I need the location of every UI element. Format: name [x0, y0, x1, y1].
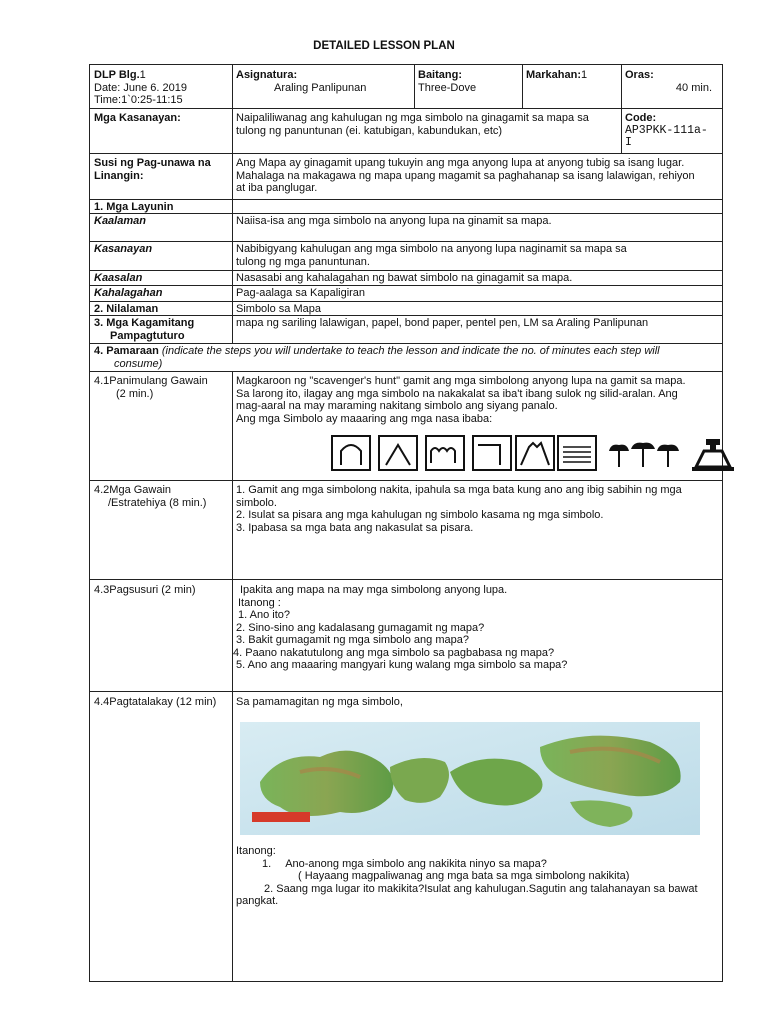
susi-text: [232, 155, 722, 197]
oras-label: Oras:: [625, 69, 654, 81]
s41-line: Magkaroon ng "scavenger's hunt" gamit ang mga simbolong anyong lupa na gamit sa mapa.: [236, 375, 686, 387]
kasanayan-objective-label: Kasanayan: [94, 243, 153, 255]
dlp-cell: [90, 67, 232, 109]
s41-label-line: (2 min.): [116, 387, 154, 400]
s43-line: 5. Ano ang maaaring mangyari kung walang mga simbolo sa mapa?: [236, 659, 568, 671]
oras-cell: [621, 67, 722, 109]
s42-line: 3. Ipabasa sa mga bata ang nakasulat sa pisara.: [236, 521, 474, 534]
s41-line: Sa larong ito, ilagay ang mga simbolo na nakakalat sa iba't ibang sulok ng silid-aralan. Ang: [236, 387, 678, 400]
kahalagahan-value: Pag-aalaga sa Kapaligiran: [236, 287, 366, 299]
code-cell: [621, 110, 722, 152]
kahalagahan-label: Kahalagahan: [94, 287, 163, 299]
code-value-cont: I: [625, 136, 632, 149]
s44-questions: [232, 843, 722, 910]
susi-line: Ang Mapa ay ginagamit upang tukuyin ang mga anyong lupa at anyong tubig sa isang lugar.: [236, 157, 685, 169]
oras-value: 40 min.: [675, 81, 712, 94]
s43-line: Itanong :: [238, 596, 281, 609]
s41-text: [232, 373, 722, 427]
s42-label-line: /Estratehiya (8 min.): [108, 496, 207, 509]
nilalaman-value: Simbolo sa Mapa: [236, 303, 321, 315]
kasanayan-line: Naipaliliwanag ang kahulugan ng mga simbolo na ginagamit sa mapa sa: [236, 112, 589, 124]
s44-q1-number: 1.: [262, 857, 272, 870]
plateau-symbol-icon: [472, 435, 512, 471]
s42-line: 1. Gamit ang mga simbolong nakita, ipahula sa mga bata kung ano ang ibig sabihin ng mga: [236, 484, 682, 496]
susi-label-line: Susi ng Pag-unawa na: [94, 157, 211, 169]
relief-map-image: [240, 722, 700, 835]
asignatura-label: Asignatura:: [236, 69, 298, 81]
baitang-cell: [414, 67, 522, 109]
s41-line: Ang mga Simbolo ay maaaring ang mga nasa ibaba:: [236, 412, 493, 425]
pamaraan-note-cont: consume): [114, 357, 163, 370]
s43-line: Ipakita ang mapa na may mga simbolong anyong lupa.: [240, 584, 508, 596]
s44-q1: Ano-anong mga simbolo ang nakikita ninyo sa mapa?: [285, 857, 547, 870]
kagamitan-value: mapa ng sariling lalawigan, papel, bond paper, pentel pen, LM sa Araling Panlipunan: [236, 317, 649, 329]
code-value: AP3PKK-111a-: [625, 123, 708, 137]
susi-line: Mahalaga na makagawa ng mapa upang magamit sa paghahanap sa isang lalawigan, rehiyon: [236, 169, 695, 182]
kagamitan-label-line: 3. Mga Kagamitang: [94, 317, 195, 329]
lesson-plan-table: [89, 64, 723, 982]
s42-label-line: 4.2Mga Gawain: [94, 484, 172, 496]
mountain-range-symbol-icon: [425, 435, 465, 471]
s44-label: 4.4Pagtatalakay (12 min): [94, 696, 217, 708]
susi-line: at iba panglugar.: [236, 182, 318, 194]
s43-line: 3. Bakit gumagamit ng mga simbolo ang mapa?: [236, 634, 469, 646]
mountain-symbol-icon: [378, 435, 418, 471]
kaalaman-value: Naiisa-isa ang mga simbolo na anyong lupa na ginamit sa mapa.: [236, 215, 552, 227]
pamaraan-label: 4. Pamaraan: [94, 345, 159, 357]
landmark-symbol-icon: [690, 437, 736, 473]
markahan-cell: [522, 67, 621, 109]
kaasalan-value: Nasasabi ang kahalagahan ng bawat simbolo na ginagamit sa mapa.: [236, 272, 573, 284]
s43-line: 2. Sino-sino ang kadalasang gumagamit ng mapa?: [236, 621, 485, 634]
s41-label: [90, 373, 232, 402]
s43-label: 4.3Pagsusuri (2 min): [94, 584, 196, 596]
kasanayan-objective-value: [232, 241, 722, 270]
dlp-label: DLP Blg.: [94, 69, 140, 81]
markahan-label: Markahan:: [526, 69, 582, 81]
nilalaman-label: 2. Nilalaman: [94, 303, 159, 315]
hill-symbol-icon: [331, 435, 371, 471]
pamaraan-note: (indicate the steps you will undertake to teach the lesson and indicate the no. of minutes each step will: [161, 345, 660, 357]
lesson-time: Time:1`0:25-11:15: [94, 94, 183, 106]
kagamitan-label: [90, 315, 232, 344]
layunin-heading: 1. Mga Layunin: [94, 201, 174, 213]
lesson-date: Date: June 6. 2019: [94, 81, 187, 94]
forest-symbol-icon: [607, 439, 681, 471]
kagamitan-label-line: Pampagtuturo: [110, 329, 185, 342]
asignatura-value: Araling Panlipunan: [274, 81, 367, 94]
s44-q2: 2. Saang mga lugar ito makikita?Isulat ang kahulugan.Sagutin ang talahanayan sa bawat: [264, 882, 698, 895]
s44-q2-cont: pangkat.: [236, 895, 279, 907]
pamaraan-row: [90, 343, 722, 372]
s41-line: mag-aaral na may maraming nakitang simbolo ang siyang panalo.: [236, 400, 558, 412]
s42-line: 2. Isulat sa pisara ang mga kahulugan ng simbolo kasama ng mga simbolo.: [236, 509, 604, 521]
s44-itanong: Itanong:: [236, 845, 276, 857]
kasanayan-line: tulong ng panuntunan (ei. katubigan, kabundukan, etc): [236, 124, 503, 137]
markahan-value: 1: [581, 69, 588, 81]
s41-label-line: 4.1Panimulang Gawain: [94, 375, 208, 387]
page-title: DETAILED LESSON PLAN: [313, 40, 455, 52]
susi-label: [90, 155, 232, 184]
baitang-value: Three-Dove: [418, 81, 477, 94]
baitang-label: Baitang:: [418, 69, 462, 81]
kaasalan-label: Kaasalan: [94, 272, 143, 284]
susi-label-line: Linangin:: [94, 169, 144, 182]
asignatura-cell: [232, 67, 414, 109]
volcano-symbol-icon: [515, 435, 555, 471]
kaalaman-label: Kaalaman: [94, 215, 146, 227]
s42-label: [90, 482, 232, 511]
s44-intro: Sa pamamagitan ng mga simbolo,: [236, 696, 403, 708]
kasanayan-label: Mga Kasanayan:: [94, 112, 181, 124]
s44-q1-sub: ( Hayaang magpaliwanag ang mga bata sa mga simbolong nakikita): [298, 870, 630, 882]
dlp-value: 1: [139, 69, 146, 81]
s43-line: 4. Paano nakatutulong ang mga simbolo sa pagbabasa ng mapa?: [233, 646, 555, 659]
plain-symbol-icon: [557, 435, 597, 471]
kasanayan-objective-line: tulong ng mga panuntunan.: [236, 255, 370, 268]
s43-text: [232, 582, 722, 674]
kasanayan-text: [232, 110, 621, 139]
s42-line: simbolo.: [236, 496, 277, 509]
s43-line: 1. Ano ito?: [238, 609, 290, 621]
kasanayan-objective-line: Nabibigyang kahulugan ang mga simbolo na anyong lupa naginamit sa mapa sa: [236, 243, 627, 255]
s42-text: [232, 482, 722, 536]
code-label: Code:: [625, 112, 657, 124]
